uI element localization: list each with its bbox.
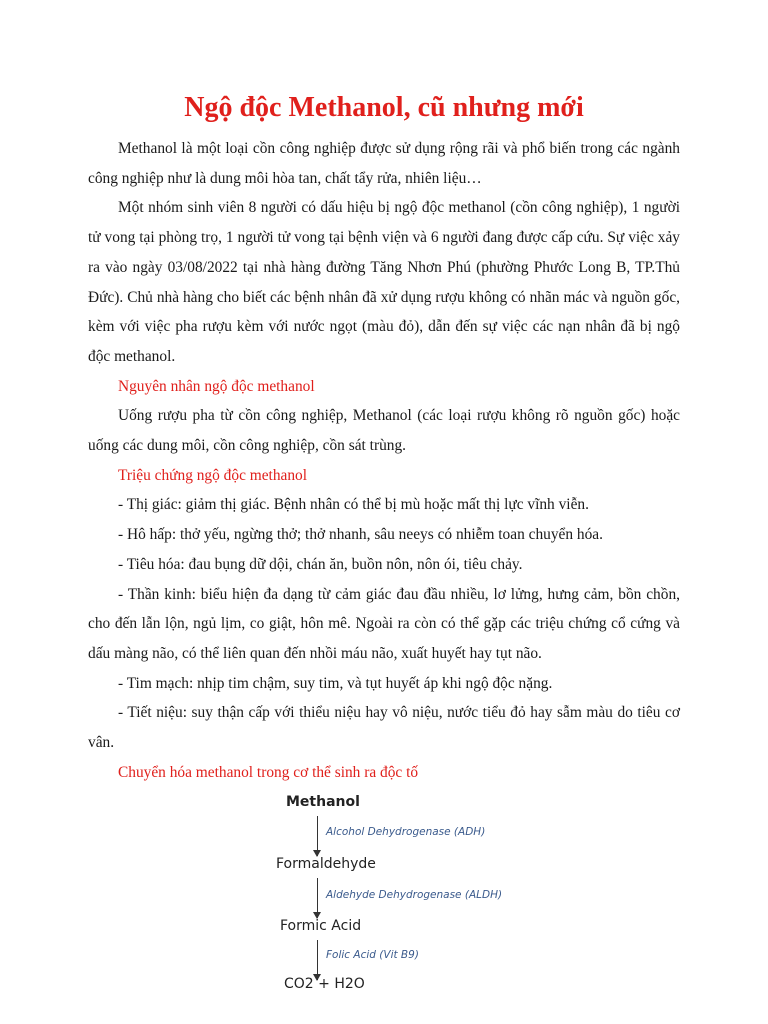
cause-paragraph: Uống rượu pha từ cồn công nghiệp, Methanol (các loại rượu không rõ nguồn gốc) hoặc uống các dung môi, cồn công nghiệp, cồn sát trùng. (88, 407, 680, 455)
diagram-enzyme-aldh: Aldehyde Dehydrogenase (ALDH) (326, 889, 503, 901)
diagram-arrow-1 (317, 816, 318, 856)
diagram-enzyme-adh: Alcohol Dehydrogenase (ADH) (326, 826, 486, 838)
symptom-urinary: - Tiết niệu: suy thận cấp với thiểu niệu hay vô niệu, nước tiểu đỏ hay sẫm màu do tiêu cơ vân. (88, 704, 680, 752)
metabolism-diagram (270, 788, 550, 1008)
diagram-enzyme-folic-acid: Folic Acid (Vit B9) (326, 949, 419, 961)
symptom-cardiovascular: - Tim mạch: nhịp tim chậm, suy tim, và tụt huyết áp khi ngộ độc nặng. (118, 674, 553, 692)
diagram-node-co2-h2o: CO2 + H2O (284, 976, 365, 992)
symptom-vision: - Thị giác: giảm thị giác. Bệnh nhân có thể bị mù hoặc mất thị lực vĩnh viễn. (118, 496, 589, 514)
diagram-arrow-3 (317, 940, 318, 980)
diagram-node-methanol: Methanol (286, 794, 360, 810)
diagram-node-formaldehyde: Formaldehyde (276, 856, 376, 872)
document-title: Ngộ độc Methanol, cũ nhưng mới (184, 92, 584, 123)
symptom-digestive: - Tiêu hóa: đau bụng dữ dội, chán ăn, buồn nôn, nôn ói, tiêu chảy. (118, 555, 523, 573)
metabolism-heading: Chuyển hóa methanol trong cơ thể sinh ra độc tố (118, 763, 419, 781)
symptoms-heading: Triệu chứng ngộ độc methanol (118, 466, 308, 484)
diagram-node-formic-acid: Formic Acid (280, 918, 362, 934)
diagram-arrow-2 (317, 878, 318, 918)
symptom-respiratory: - Hô hấp: thở yếu, ngừng thở; thở nhanh, sâu neeys có nhiễm toan chuyển hóa. (118, 526, 603, 544)
intro-paragraph: Methanol là một loại cồn công nghiệp được sử dụng rộng rãi và phổ biến trong các ngành công nghiệp như là dung môi hòa tan, chất tẩy rửa, nhiên liệu… (88, 140, 680, 187)
cause-heading: Nguyên nhân ngộ độc methanol (118, 377, 315, 395)
document-body (88, 134, 680, 787)
incident-paragraph: Một nhóm sinh viên 8 người có dấu hiệu bị ngộ độc methanol (cồn công nghiệp), 1 người tử vong tại phòng trọ, 1 người tử vong tại bệnh viện và 6 người đang được cấp cứu. Sự việc xảy ra vào ngày 03/08/2022 tại nhà hàng đường Tăng Nhơn Phú (phường Phước Long B, TP.Thủ Đức). Chủ nhà hàng cho biết các bệnh nhân đã xử dụng rượu không có nhãn mác và nguồn gốc, kèm với việc pha rượu kèm với nước ngọt (màu đỏ), dẫn đến sự việc các nạn nhân đã bị ngộ độc methanol. (88, 199, 680, 365)
symptom-neurological: - Thần kinh: biểu hiện đa dạng từ cảm giác đau đầu nhiều, lơ lửng, hưng cảm, bồn chồn, cho đến lẫn lộn, ngủ lịm, co giật, hôn mê. Ngoài ra còn có thể gặp các triệu chứng cổ cứng và dấu màng não, có thể liên quan đến nhồi máu não, xuất huyết hay tụt não. (88, 585, 680, 662)
